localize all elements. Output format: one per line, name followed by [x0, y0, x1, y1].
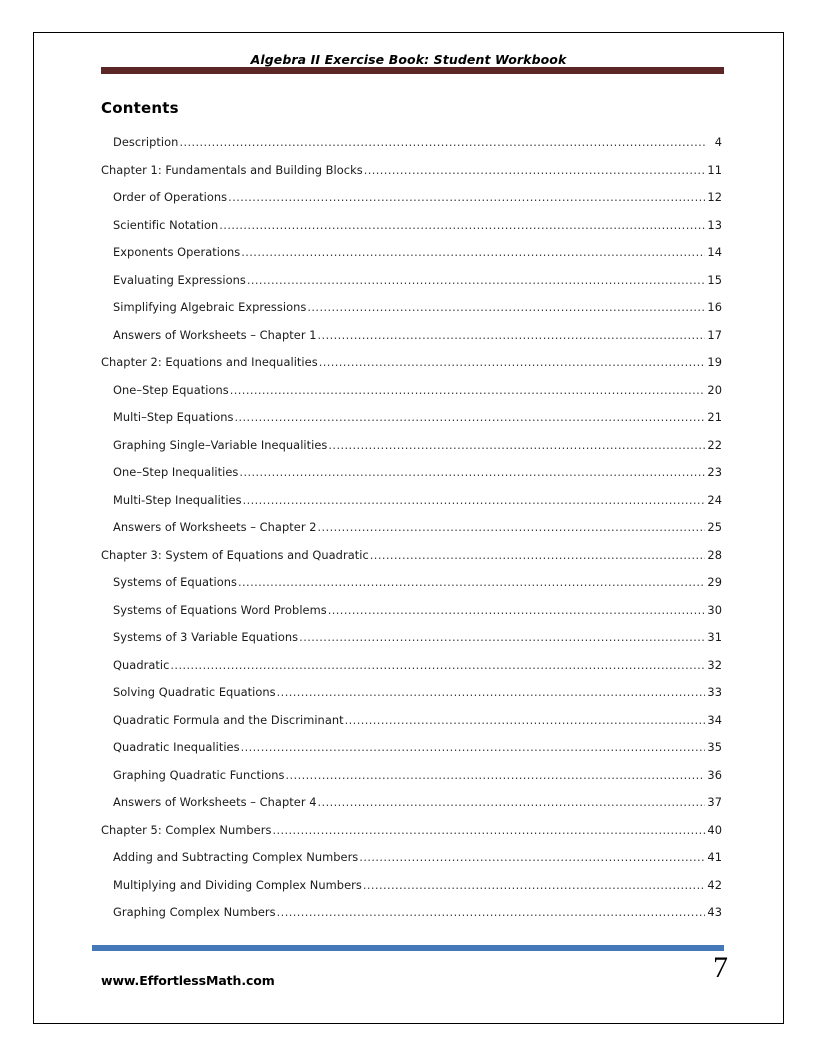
toc-entry[interactable] — [34, 245, 783, 273]
footer-rule-divider — [92, 945, 724, 951]
toc-entry-page: 4 — [714, 135, 722, 149]
toc-dot-leader — [345, 713, 705, 724]
toc-entry-title: Chapter 3: System of Equations and Quadratic — [101, 547, 369, 562]
toc-dot-leader — [243, 493, 705, 504]
toc-entry[interactable] — [34, 658, 783, 686]
toc-entry-title: Multi–Step Equations — [113, 410, 234, 424]
toc-entry[interactable] — [34, 383, 783, 411]
toc-entry[interactable] — [34, 355, 783, 383]
toc-dot-leader — [318, 520, 705, 531]
toc-entry-title: Systems of Equations Word Problems — [113, 602, 327, 617]
toc-entry[interactable] — [34, 685, 783, 713]
toc-entry-title: Quadratic — [113, 657, 170, 672]
toc-entry-title: Answers of Worksheets – Chapter 4 — [113, 795, 317, 809]
toc-entry-title: Multi-Step Inequalities — [113, 492, 242, 507]
toc-dot-leader — [238, 575, 705, 586]
toc-entry-title: Multiplying and Dividing Complex Numbers — [113, 877, 362, 892]
toc-entry[interactable] — [34, 465, 783, 493]
toc-entry-title: Systems of 3 Variable Equations — [113, 630, 299, 644]
toc-dot-leader — [328, 603, 705, 614]
toc-entry-page: 29 — [707, 575, 722, 589]
toc-entry-page: 11 — [707, 162, 722, 177]
toc-entry-title: Adding and Subtracting Complex Numbers — [113, 850, 359, 864]
toc-entry[interactable] — [34, 273, 783, 301]
toc-entry-page: 20 — [707, 382, 722, 397]
toc-entry-title: Quadratic Formula and the Discriminant — [113, 712, 344, 727]
toc-entry-page: 16 — [707, 300, 722, 314]
toc-entry[interactable] — [34, 575, 783, 603]
toc-entry-page: 12 — [707, 190, 722, 204]
toc-entry-title: Graphing Single–Variable Inequalities — [113, 437, 328, 452]
toc-entry-title: Evaluating Expressions — [113, 272, 246, 287]
toc-entry[interactable] — [34, 905, 783, 933]
toc-entry[interactable] — [34, 768, 783, 796]
toc-entry-title: Solving Quadratic Equations — [113, 685, 276, 699]
toc-entry-title: One–Step Equations — [113, 382, 229, 397]
toc-entry-title: Description — [113, 135, 179, 149]
toc-entry-page: 15 — [707, 272, 722, 287]
toc-entry-page: 23 — [707, 465, 722, 479]
toc-entry-page: 17 — [707, 327, 722, 342]
toc-dot-leader — [359, 850, 705, 861]
toc-dot-leader — [241, 740, 705, 751]
table-of-contents — [34, 135, 783, 933]
toc-dot-leader — [364, 163, 705, 174]
toc-entry-title: Answers of Worksheets – Chapter 2 — [113, 520, 317, 534]
toc-entry-page: 43 — [707, 905, 722, 919]
toc-entry-page: 35 — [707, 740, 722, 754]
toc-dot-leader — [230, 383, 705, 394]
toc-entry[interactable] — [34, 603, 783, 631]
toc-dot-leader — [318, 795, 705, 806]
toc-entry[interactable] — [34, 163, 783, 191]
toc-dot-leader — [170, 658, 705, 669]
toc-entry-page: 31 — [707, 630, 722, 644]
toc-entry-title: Simplifying Algebraic Expressions — [113, 300, 307, 314]
toc-entry-page: 40 — [707, 822, 722, 837]
toc-entry-title: Chapter 5: Complex Numbers — [101, 822, 272, 837]
header-rule-divider — [101, 67, 724, 74]
toc-entry[interactable] — [34, 823, 783, 851]
toc-dot-leader — [299, 630, 705, 641]
toc-entry-title: Answers of Worksheets – Chapter 1 — [113, 327, 317, 342]
toc-dot-leader — [228, 190, 705, 201]
toc-entry-title: One–Step Inequalities — [113, 465, 239, 479]
toc-entry-page: 19 — [707, 355, 722, 369]
header-title: Algebra II Exercise Book: Student Workbook — [250, 52, 567, 67]
toc-entry-page: 22 — [707, 437, 722, 452]
toc-entry-title: Chapter 2: Equations and Inequalities — [101, 355, 318, 369]
toc-entry[interactable] — [34, 713, 783, 741]
toc-entry[interactable] — [34, 850, 783, 878]
toc-entry[interactable] — [34, 438, 783, 466]
toc-entry[interactable] — [34, 190, 783, 218]
page-number: 7 — [713, 951, 728, 984]
page-sheet — [33, 32, 784, 1024]
toc-entry[interactable] — [34, 218, 783, 246]
toc-dot-leader — [318, 328, 705, 339]
toc-entry-page: 34 — [707, 712, 722, 727]
toc-entry-title: Chapter 1: Fundamentals and Building Blocks — [101, 162, 363, 177]
page-title: Contents — [101, 99, 179, 117]
toc-entry-page: 33 — [707, 685, 722, 699]
toc-entry-page: 25 — [707, 520, 722, 534]
toc-entry-title: Graphing Quadratic Functions — [113, 767, 285, 782]
toc-dot-leader — [247, 273, 705, 284]
footer-website: www.EffortlessMath.com — [101, 973, 275, 988]
toc-entry-page: 30 — [707, 602, 722, 617]
toc-entry[interactable] — [34, 548, 783, 576]
toc-entry-page: 24 — [707, 492, 722, 507]
toc-dot-leader — [328, 438, 705, 449]
toc-entry[interactable] — [34, 328, 783, 356]
toc-dot-leader — [272, 823, 705, 834]
toc-entry-page: 36 — [707, 767, 722, 782]
toc-entry-page: 14 — [707, 245, 722, 259]
toc-dot-leader — [179, 135, 705, 146]
toc-entry-page: 41 — [707, 850, 722, 864]
toc-entry[interactable] — [34, 300, 783, 328]
toc-entry-title: Graphing Complex Numbers — [113, 905, 276, 919]
toc-entry-page: 42 — [707, 877, 722, 892]
toc-dot-leader — [219, 218, 705, 229]
toc-entry[interactable] — [34, 135, 783, 163]
toc-dot-leader — [234, 410, 705, 421]
toc-dot-leader — [241, 245, 705, 256]
toc-entry[interactable] — [34, 878, 783, 906]
toc-entry[interactable] — [34, 493, 783, 521]
toc-dot-leader — [370, 548, 705, 559]
toc-entry-title: Exponents Operations — [113, 245, 241, 259]
toc-dot-leader — [277, 685, 705, 696]
toc-entry-title: Order of Operations — [113, 190, 228, 204]
toc-dot-leader — [319, 355, 705, 366]
toc-dot-leader — [286, 768, 705, 779]
toc-entry-title: Scientific Notation — [113, 217, 219, 232]
toc-dot-leader — [363, 878, 705, 889]
toc-dot-leader — [239, 465, 705, 476]
toc-entry-page: 32 — [707, 657, 722, 672]
toc-entry-page: 28 — [707, 547, 722, 562]
toc-entry[interactable] — [34, 630, 783, 658]
toc-entry[interactable] — [34, 410, 783, 438]
toc-entry[interactable] — [34, 795, 783, 823]
toc-entry-page: 13 — [707, 217, 722, 232]
toc-entry[interactable] — [34, 520, 783, 548]
toc-entry-page: 21 — [707, 410, 722, 424]
toc-entry-title: Quadratic Inequalities — [113, 740, 240, 754]
toc-entry-page: 37 — [707, 795, 722, 809]
toc-entry-title: Systems of Equations — [113, 575, 238, 589]
toc-dot-leader — [277, 905, 705, 916]
toc-entry[interactable] — [34, 740, 783, 768]
toc-dot-leader — [307, 300, 705, 311]
